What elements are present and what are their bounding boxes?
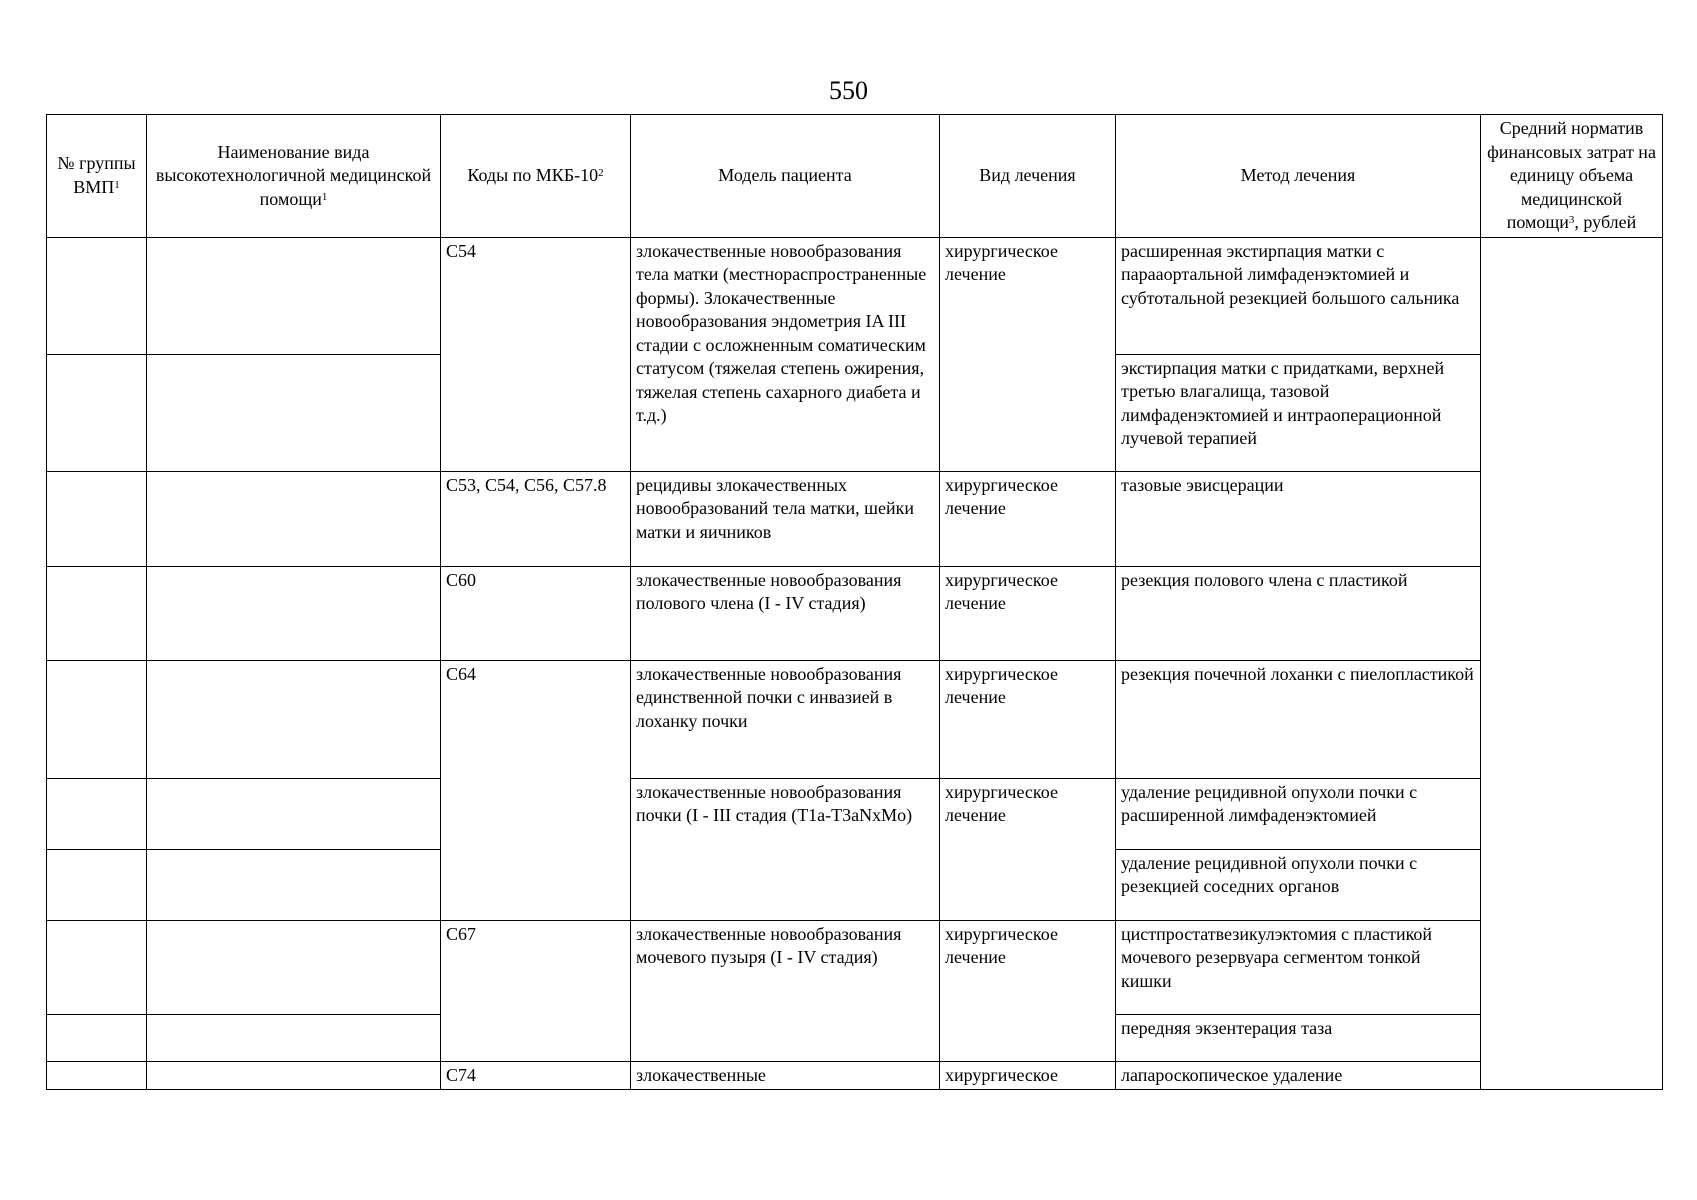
vmp-name-cell — [147, 1061, 441, 1090]
group-number-cell — [47, 849, 147, 920]
vmp-name-cell — [147, 849, 441, 920]
icd-code-cell: C53, C54, C56, C57.8 — [441, 471, 631, 566]
vmp-name-cell — [147, 1014, 441, 1061]
group-number-cell — [47, 778, 147, 849]
vmp-name-cell — [147, 660, 441, 778]
group-number-cell — [47, 660, 147, 778]
patient-model-cell: злокачественные новообразования тела матки (местнораспространенные формы). Злокачественные новообразования эндометрия IA III стадии с осложненным соматическим статусом (тяжелая степень ожирения, тяжелая степень сахарного диабета и т.д.) — [631, 237, 940, 471]
patient-model-cell: злокачественные новообразования полового члена (I - IV стадия) — [631, 566, 940, 660]
icd-code-cell: C60 — [441, 566, 631, 660]
vmp-table — [46, 114, 1663, 1090]
table-row — [47, 471, 1663, 566]
vmp-name-cell — [147, 778, 441, 849]
treatment-method-cell: лапароскопическое удаление — [1116, 1061, 1481, 1090]
treatment-type-cell: хирургическое лечение — [940, 778, 1116, 920]
vmp-name-cell — [147, 237, 441, 354]
treatment-method-cell: расширенная экстирпация матки с парааортальной лимфаденэктомией и субтотальной резекцией большого сальника — [1116, 237, 1481, 354]
vmp-name-cell — [147, 354, 441, 471]
treatment-type-cell: хирургическое лечение — [940, 566, 1116, 660]
header-vmp-name: Наименование вида высокотехнологичной медицинской помощи$^1$ — [147, 115, 441, 238]
vmp-name-cell — [147, 471, 441, 566]
group-number-cell — [47, 920, 147, 1014]
treatment-method-cell: резекция полового члена с пластикой — [1116, 566, 1481, 660]
treatment-method-cell: цистпростатвезикулэктомия с пластикой мочевого резервуара сегментом тонкой кишки — [1116, 920, 1481, 1014]
table-row — [47, 778, 1663, 849]
icd-code-cell: C74 — [441, 1061, 631, 1090]
header-icd-codes: Коды по МКБ-$10^2$ — [441, 115, 631, 238]
treatment-type-cell: хирургическое лечение — [940, 920, 1116, 1061]
group-number-cell — [47, 1061, 147, 1090]
treatment-method-cell: экстирпация матки с придатками, верхней третью влагалища, тазовой лимфаденэктомией и интраоперационной лучевой терапией — [1116, 354, 1481, 471]
treatment-method-cell: передняя экзентерация таза — [1116, 1014, 1481, 1061]
patient-model-cell: злокачественные новообразования мочевого пузыря (I - IV стадия) — [631, 920, 940, 1061]
treatment-method-cell: резекция почечной лоханки с пиелопластикой — [1116, 660, 1481, 778]
patient-model-cell: злокачественные — [631, 1061, 940, 1090]
treatment-type-cell: хирургическое лечение — [940, 471, 1116, 566]
page-number: 550 — [829, 76, 868, 105]
treatment-method-cell: тазовые эвисцерации — [1116, 471, 1481, 566]
header-row — [47, 115, 1663, 238]
patient-model-cell: злокачественные новообразования единственной почки с инвазией в лоханку почки — [631, 660, 940, 778]
table-row — [47, 660, 1663, 778]
table-row — [47, 1061, 1663, 1090]
table-row — [47, 920, 1663, 1014]
cost-norm-cell — [1481, 237, 1663, 1090]
treatment-type-cell: хирургическое лечение — [940, 237, 1116, 471]
table-row — [47, 237, 1663, 354]
header-treatment-method: Метод лечения — [1116, 115, 1481, 238]
group-number-cell — [47, 237, 147, 354]
treatment-method-cell: удаление рецидивной опухоли почки с расширенной лимфаденэктомией — [1116, 778, 1481, 849]
vmp-name-cell — [147, 920, 441, 1014]
icd-code-cell: C54 — [441, 237, 631, 471]
icd-code-cell: C67 — [441, 920, 631, 1061]
group-number-cell — [47, 354, 147, 471]
header-patient-model: Модель пациента — [631, 115, 940, 238]
group-number-cell — [47, 1014, 147, 1061]
header-group-number: № группы ВМП$^1$ — [47, 115, 147, 238]
vmp-name-cell — [147, 566, 441, 660]
patient-model-cell: рецидивы злокачественных новообразований тела матки, шейки матки и яичников — [631, 471, 940, 566]
treatment-method-cell: удаление рецидивной опухоли почки с резекцией соседних органов — [1116, 849, 1481, 920]
group-number-cell — [47, 471, 147, 566]
treatment-type-cell: хирургическое лечение — [940, 660, 1116, 778]
header-cost-norm: Средний норматив финансовых затрат на единицу объема медицинской помощи$^3$, рублей — [1481, 115, 1663, 238]
header-treatment-type: Вид лечения — [940, 115, 1116, 238]
treatment-type-cell: хирургическое — [940, 1061, 1116, 1090]
group-number-cell — [47, 566, 147, 660]
table-row — [47, 566, 1663, 660]
patient-model-cell: злокачественные новообразования почки (I - III стадия (T1a-T3aNxMo) — [631, 778, 940, 920]
icd-code-cell: C64 — [441, 660, 631, 920]
